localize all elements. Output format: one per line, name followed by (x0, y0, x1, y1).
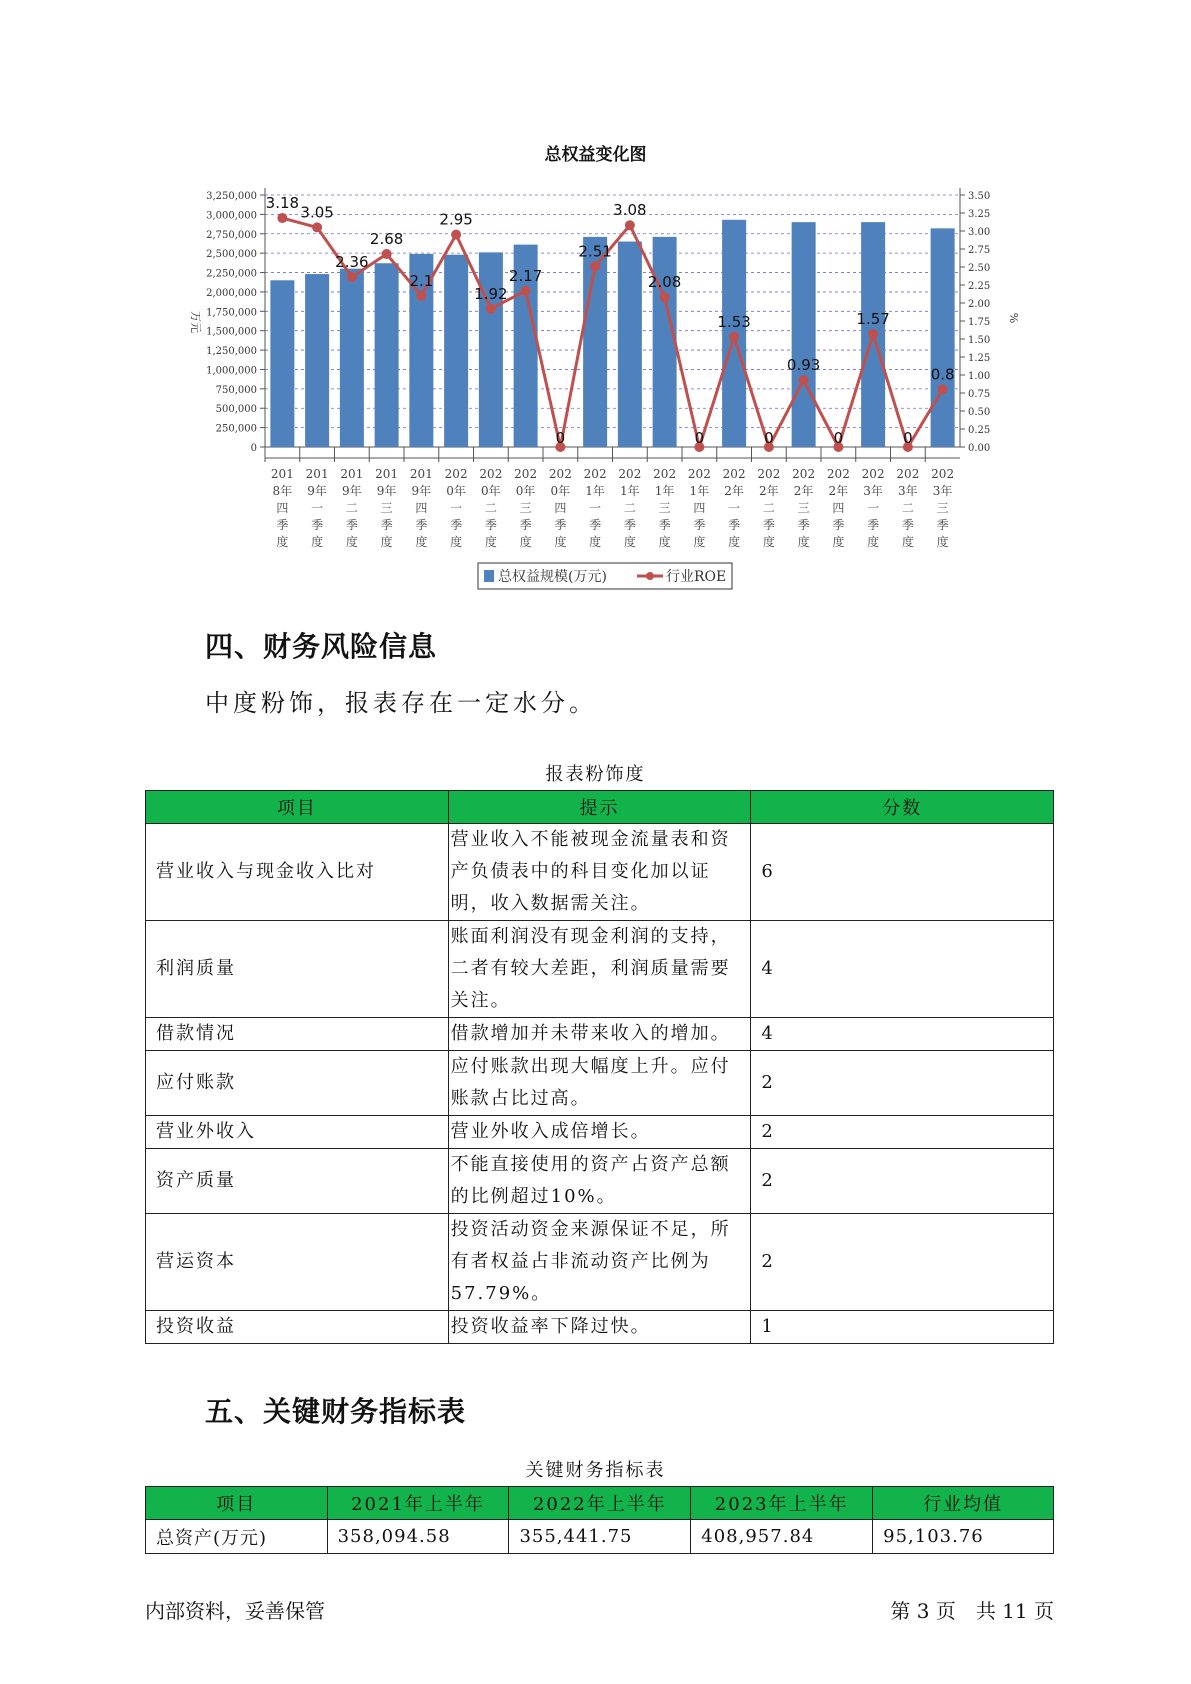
roe-data-label: 3.05 (300, 203, 334, 222)
y-tick-label: 2,000,000 (206, 287, 257, 299)
roe-data-label: 2.51 (578, 242, 612, 261)
x-tick-label: 三 (936, 501, 949, 515)
x-tick-label: 度 (936, 535, 949, 549)
row-score: 2 (751, 1051, 1054, 1116)
table-row (146, 1149, 1054, 1214)
row-score: 4 (751, 921, 1054, 1018)
row-2021: 358,094.58 (327, 1520, 509, 1554)
header-industry-avg: 行业均值 (873, 1487, 1054, 1520)
x-tick-label: 202 (583, 467, 607, 481)
bar (653, 237, 677, 447)
row-industry-avg: 95,103.76 (873, 1520, 1054, 1554)
x-tick-label: 1年 (585, 484, 605, 498)
roe-data-label: 2.17 (508, 266, 543, 285)
x-tick-label: 四 (415, 501, 428, 515)
x-tick-label: 202 (722, 467, 746, 481)
header-2023: 2023年上半年 (691, 1487, 873, 1520)
x-tick-label: 度 (832, 535, 845, 549)
x-tick-label: 三 (658, 501, 671, 515)
equity-chart (0, 0, 1191, 620)
section4-paragraph: 中度粉饰，报表存在一定水分。 (205, 689, 597, 717)
x-tick-label: 202 (826, 467, 850, 481)
y-tick-label: 3,250,000 (206, 191, 257, 202)
x-tick-label: 度 (380, 535, 393, 549)
section5-heading: 五、关键财务指标表 (205, 1395, 467, 1428)
x-tick-label: 季 (311, 518, 324, 532)
x-tick-label: 季 (867, 518, 880, 532)
x-tick-label: 3年 (863, 484, 883, 498)
row-2023: 408,957.84 (691, 1520, 873, 1554)
x-tick-label: 202 (861, 467, 885, 481)
x-tick-label: 202 (792, 467, 816, 481)
x-tick-label: 度 (519, 535, 532, 549)
row-item: 投资收益 (146, 1311, 449, 1344)
x-tick-label: 201 (270, 467, 294, 481)
y2-tick-label: 0.00 (968, 443, 991, 454)
x-tick-label: 三 (797, 501, 810, 515)
table-row (146, 1051, 1054, 1116)
row-item: 借款情况 (146, 1018, 449, 1051)
y2-tick-label: 0.75 (968, 389, 991, 400)
x-tick-label: 202 (896, 467, 920, 481)
x-tick-label: 3年 (898, 484, 918, 498)
roe-data-label: 2.36 (335, 253, 369, 272)
x-tick-label: 季 (693, 518, 706, 532)
bar (340, 269, 364, 447)
y2-tick-label: 0.50 (968, 407, 991, 418)
roe-point (799, 375, 809, 385)
roe-data-label: 0 (764, 429, 774, 447)
roe-data-label: 2.08 (647, 273, 682, 292)
x-tick-label: 202 (444, 467, 468, 481)
header-hint: 提示 (448, 791, 751, 824)
x-tick-label: 201 (375, 467, 399, 481)
footer-confidential: 内部资料，妥善保管 (145, 1599, 325, 1623)
x-tick-label: 一 (867, 501, 880, 515)
y-tick-label: 0 (250, 443, 257, 454)
y2-tick-label: 1.00 (968, 371, 991, 382)
header-2021: 2021年上半年 (327, 1487, 509, 1520)
roe-data-label: 0 (903, 429, 913, 447)
row-item: 利润质量 (146, 921, 449, 1018)
x-tick-label: 202 (514, 467, 538, 481)
x-tick-label: 季 (415, 518, 428, 532)
x-tick-label: 1年 (654, 484, 675, 498)
risk-table (145, 790, 1054, 1344)
table-row (146, 824, 1054, 921)
x-tick-label: 201 (340, 467, 364, 481)
roe-data-label: 1.57 (856, 309, 890, 328)
x-tick-label: 度 (762, 535, 775, 549)
x-tick-label: 0年 (515, 484, 536, 498)
y2-tick-label: 2.00 (968, 299, 991, 310)
table-row (146, 1018, 1054, 1051)
kpi-table (145, 1486, 1054, 1554)
x-tick-label: 度 (693, 535, 706, 549)
row-hint: 营业外收入成倍增长。 (448, 1116, 751, 1149)
row-item: 营业外收入 (146, 1116, 449, 1149)
roe-point (590, 261, 600, 271)
y-tick-label: 500,000 (215, 404, 257, 416)
roe-data-label: 0.8 (930, 365, 955, 384)
row-hint: 不能直接使用的资产占资产总额的比例超过10%。 (448, 1149, 751, 1214)
x-tick-label: 二 (762, 501, 775, 515)
x-tick-label: 201 (305, 467, 329, 481)
roe-data-label: 3.08 (613, 201, 647, 220)
header-item: 项目 (146, 791, 449, 824)
x-tick-label: 202 (687, 467, 711, 481)
row-item: 营运资本 (146, 1214, 449, 1311)
x-tick-label: 201 (409, 467, 433, 481)
x-tick-label: 2年 (793, 484, 814, 498)
x-tick-label: 度 (450, 535, 463, 549)
x-tick-label: 一 (311, 501, 324, 515)
x-tick-label: 一 (450, 501, 463, 515)
x-tick-label: 202 (618, 467, 642, 481)
x-tick-label: 二 (345, 501, 358, 515)
x-tick-label: 季 (797, 518, 810, 532)
x-tick-label: 季 (345, 518, 358, 532)
row-hint: 投资活动资金来源保证不足，所有者权益占非流动资产比例为57.79%。 (448, 1214, 751, 1311)
y2-tick-label: 3.25 (968, 209, 991, 220)
x-tick-label: 202 (479, 467, 503, 481)
x-tick-label: 2年 (759, 484, 779, 498)
roe-data-label: 3.18 (265, 194, 300, 213)
roe-point (312, 222, 322, 232)
y2-tick-label: 0.25 (968, 425, 991, 436)
x-tick-label: 三 (519, 501, 532, 515)
x-tick-label: 季 (936, 518, 949, 532)
roe-point (625, 220, 635, 230)
y-tick-label: 1,750,000 (206, 307, 257, 319)
row-2022: 355,441.75 (509, 1520, 691, 1554)
row-score: 1 (751, 1311, 1054, 1344)
x-tick-label: 度 (311, 535, 324, 549)
x-tick-label: 一 (589, 501, 602, 515)
table-row (146, 1311, 1054, 1344)
x-tick-label: 度 (658, 535, 671, 549)
kpi-table-header (146, 1487, 1054, 1520)
bar (375, 263, 399, 447)
table-row (146, 1214, 1054, 1311)
x-tick-label: 度 (484, 535, 497, 549)
x-tick-label: 9年 (411, 484, 432, 498)
row-score: 2 (751, 1116, 1054, 1149)
row-item: 应付账款 (146, 1051, 449, 1116)
x-tick-label: 度 (589, 535, 602, 549)
x-tick-label: 1年 (620, 484, 640, 498)
row-hint: 账面利润没有现金利润的支持，二者有较大差距，利润质量需要关注。 (448, 921, 751, 1018)
x-tick-label: 二 (623, 501, 636, 515)
x-tick-label: 四 (554, 501, 567, 515)
roe-data-label: 2.95 (439, 210, 473, 229)
y2-tick-label: 1.75 (968, 317, 991, 328)
section4-heading: 四、财务风险信息 (205, 630, 438, 663)
y-tick-label: 1,000,000 (206, 365, 257, 377)
roe-data-label: 2.1 (409, 271, 434, 290)
roe-point (416, 291, 426, 301)
bar (792, 222, 816, 447)
x-tick-label: 202 (548, 467, 572, 481)
row-score: 2 (751, 1149, 1054, 1214)
roe-point (660, 292, 670, 302)
roe-data-label: 0.93 (786, 356, 821, 375)
roe-point (451, 230, 461, 240)
x-tick-label: 202 (931, 467, 955, 481)
roe-point (347, 272, 357, 282)
x-tick-label: 3年 (932, 484, 953, 498)
bar (270, 280, 294, 447)
roe-point (868, 329, 878, 339)
x-tick-label: 202 (757, 467, 781, 481)
y2-tick-label: 3.00 (968, 227, 991, 238)
y2-tick-label: 1.50 (968, 335, 991, 346)
row-hint: 借款增加并未带来收入的增加。 (448, 1018, 751, 1051)
y2-tick-label: 2.25 (968, 281, 991, 292)
x-tick-label: 季 (728, 518, 741, 532)
legend-line-marker (646, 572, 654, 580)
roe-data-label: 2.68 (369, 230, 404, 249)
x-tick-label: 1年 (689, 484, 710, 498)
legend-line-label: 行业ROE (666, 569, 727, 585)
x-tick-label: 二 (484, 501, 497, 515)
header-item: 项目 (146, 1487, 328, 1520)
row-hint: 应付账款出现大幅度上升。应付账款占比过高。 (448, 1051, 751, 1116)
roe-point (729, 332, 739, 342)
x-tick-label: 季 (623, 518, 636, 532)
x-tick-label: 季 (276, 518, 289, 532)
row-hint: 营业收入不能被现金流量表和资产负债表中的科目变化加以证明，收入数据需关注。 (448, 824, 751, 921)
x-tick-label: 季 (519, 518, 532, 532)
x-tick-label: 度 (797, 535, 810, 549)
y-tick-label: 2,250,000 (206, 268, 257, 280)
x-tick-label: 9年 (342, 484, 362, 498)
x-tick-label: 度 (728, 535, 741, 549)
x-tick-label: 度 (901, 535, 914, 549)
table-row (146, 921, 1054, 1018)
row-item: 资产质量 (146, 1149, 449, 1214)
x-tick-label: 季 (762, 518, 775, 532)
x-tick-label: 季 (380, 518, 393, 532)
header-score: 分数 (751, 791, 1054, 824)
x-tick-label: 季 (484, 518, 497, 532)
y-tick-label: 2,750,000 (206, 229, 257, 241)
bar (305, 274, 329, 447)
x-tick-label: 四 (693, 501, 706, 515)
row-score: 2 (751, 1214, 1054, 1311)
x-tick-label: 2年 (828, 484, 849, 498)
bar (479, 252, 503, 447)
y-tick-label: 750,000 (215, 384, 257, 396)
x-tick-label: 度 (554, 535, 567, 549)
y-tick-label: 1,250,000 (206, 346, 257, 358)
x-tick-label: 一 (728, 501, 741, 515)
roe-point (382, 249, 392, 259)
x-tick-label: 8年 (272, 484, 293, 498)
x-tick-label: 四 (832, 501, 845, 515)
legend-bar-label: 总权益规模(万元) (498, 569, 607, 585)
y-tick-label: 250,000 (215, 423, 257, 435)
row-score: 6 (751, 824, 1054, 921)
roe-data-label: 0 (833, 429, 844, 447)
x-tick-label: 度 (867, 535, 880, 549)
x-tick-label: 度 (345, 535, 358, 549)
roe-data-label: 1.92 (474, 284, 508, 303)
kpi-table-caption: 关键财务指标表 (525, 1460, 666, 1481)
roe-point (486, 304, 496, 314)
x-tick-label: 9年 (376, 484, 397, 498)
y2-tick-label: 1.25 (968, 353, 991, 364)
roe-point (277, 213, 287, 223)
legend-bar-swatch (484, 570, 494, 582)
x-tick-label: 0年 (481, 484, 501, 498)
x-tick-label: 季 (832, 518, 845, 532)
risk-table-header (146, 791, 1054, 824)
row-score: 4 (751, 1018, 1054, 1051)
bar (618, 242, 642, 447)
roe-data-label: 0 (694, 429, 705, 447)
y-tick-label: 2,500,000 (206, 249, 257, 261)
x-tick-label: 二 (901, 501, 914, 515)
header-2022: 2022年上半年 (509, 1487, 691, 1520)
roe-data-label: 1.53 (717, 312, 751, 331)
x-tick-label: 度 (276, 535, 289, 549)
x-tick-label: 季 (589, 518, 602, 532)
y2-tick-label: 3.50 (968, 191, 991, 202)
x-tick-label: 季 (658, 518, 671, 532)
x-tick-label: 季 (901, 518, 914, 532)
x-tick-label: 0年 (550, 484, 571, 498)
x-tick-label: 四 (276, 501, 289, 515)
table-row (146, 1520, 1054, 1554)
x-tick-label: 202 (653, 467, 677, 481)
y-tick-label: 1,500,000 (206, 326, 257, 338)
x-tick-label: 9年 (307, 484, 327, 498)
x-tick-label: 度 (415, 535, 428, 549)
footer-page-number: 第 3 页 共 11 页 (890, 1599, 1054, 1623)
row-hint: 投资收益率下降过快。 (448, 1311, 751, 1344)
x-tick-label: 度 (623, 535, 636, 549)
row-item: 营业收入与现金收入比对 (146, 824, 449, 921)
roe-point (938, 384, 948, 394)
y2-tick-label: 2.50 (968, 263, 991, 274)
row-item: 总资产(万元) (146, 1520, 328, 1554)
x-tick-label: 季 (450, 518, 463, 532)
y-axis-label: 万元 (189, 311, 202, 333)
risk-table-caption: 报表粉饰度 (545, 764, 646, 785)
roe-data-label: 0 (555, 429, 566, 447)
bar (931, 228, 955, 447)
y2-tick-label: 2.75 (968, 245, 991, 256)
x-tick-label: 三 (380, 501, 393, 515)
y-tick-label: 3,000,000 (206, 210, 257, 222)
roe-point (521, 286, 531, 296)
x-tick-label: 0年 (446, 484, 466, 498)
y2-axis-label: % (1007, 312, 1020, 324)
table-row (146, 1116, 1054, 1149)
chart-title: 总权益变化图 (544, 145, 647, 165)
x-tick-label: 2年 (724, 484, 744, 498)
bar (444, 255, 468, 447)
x-tick-label: 季 (554, 518, 567, 532)
